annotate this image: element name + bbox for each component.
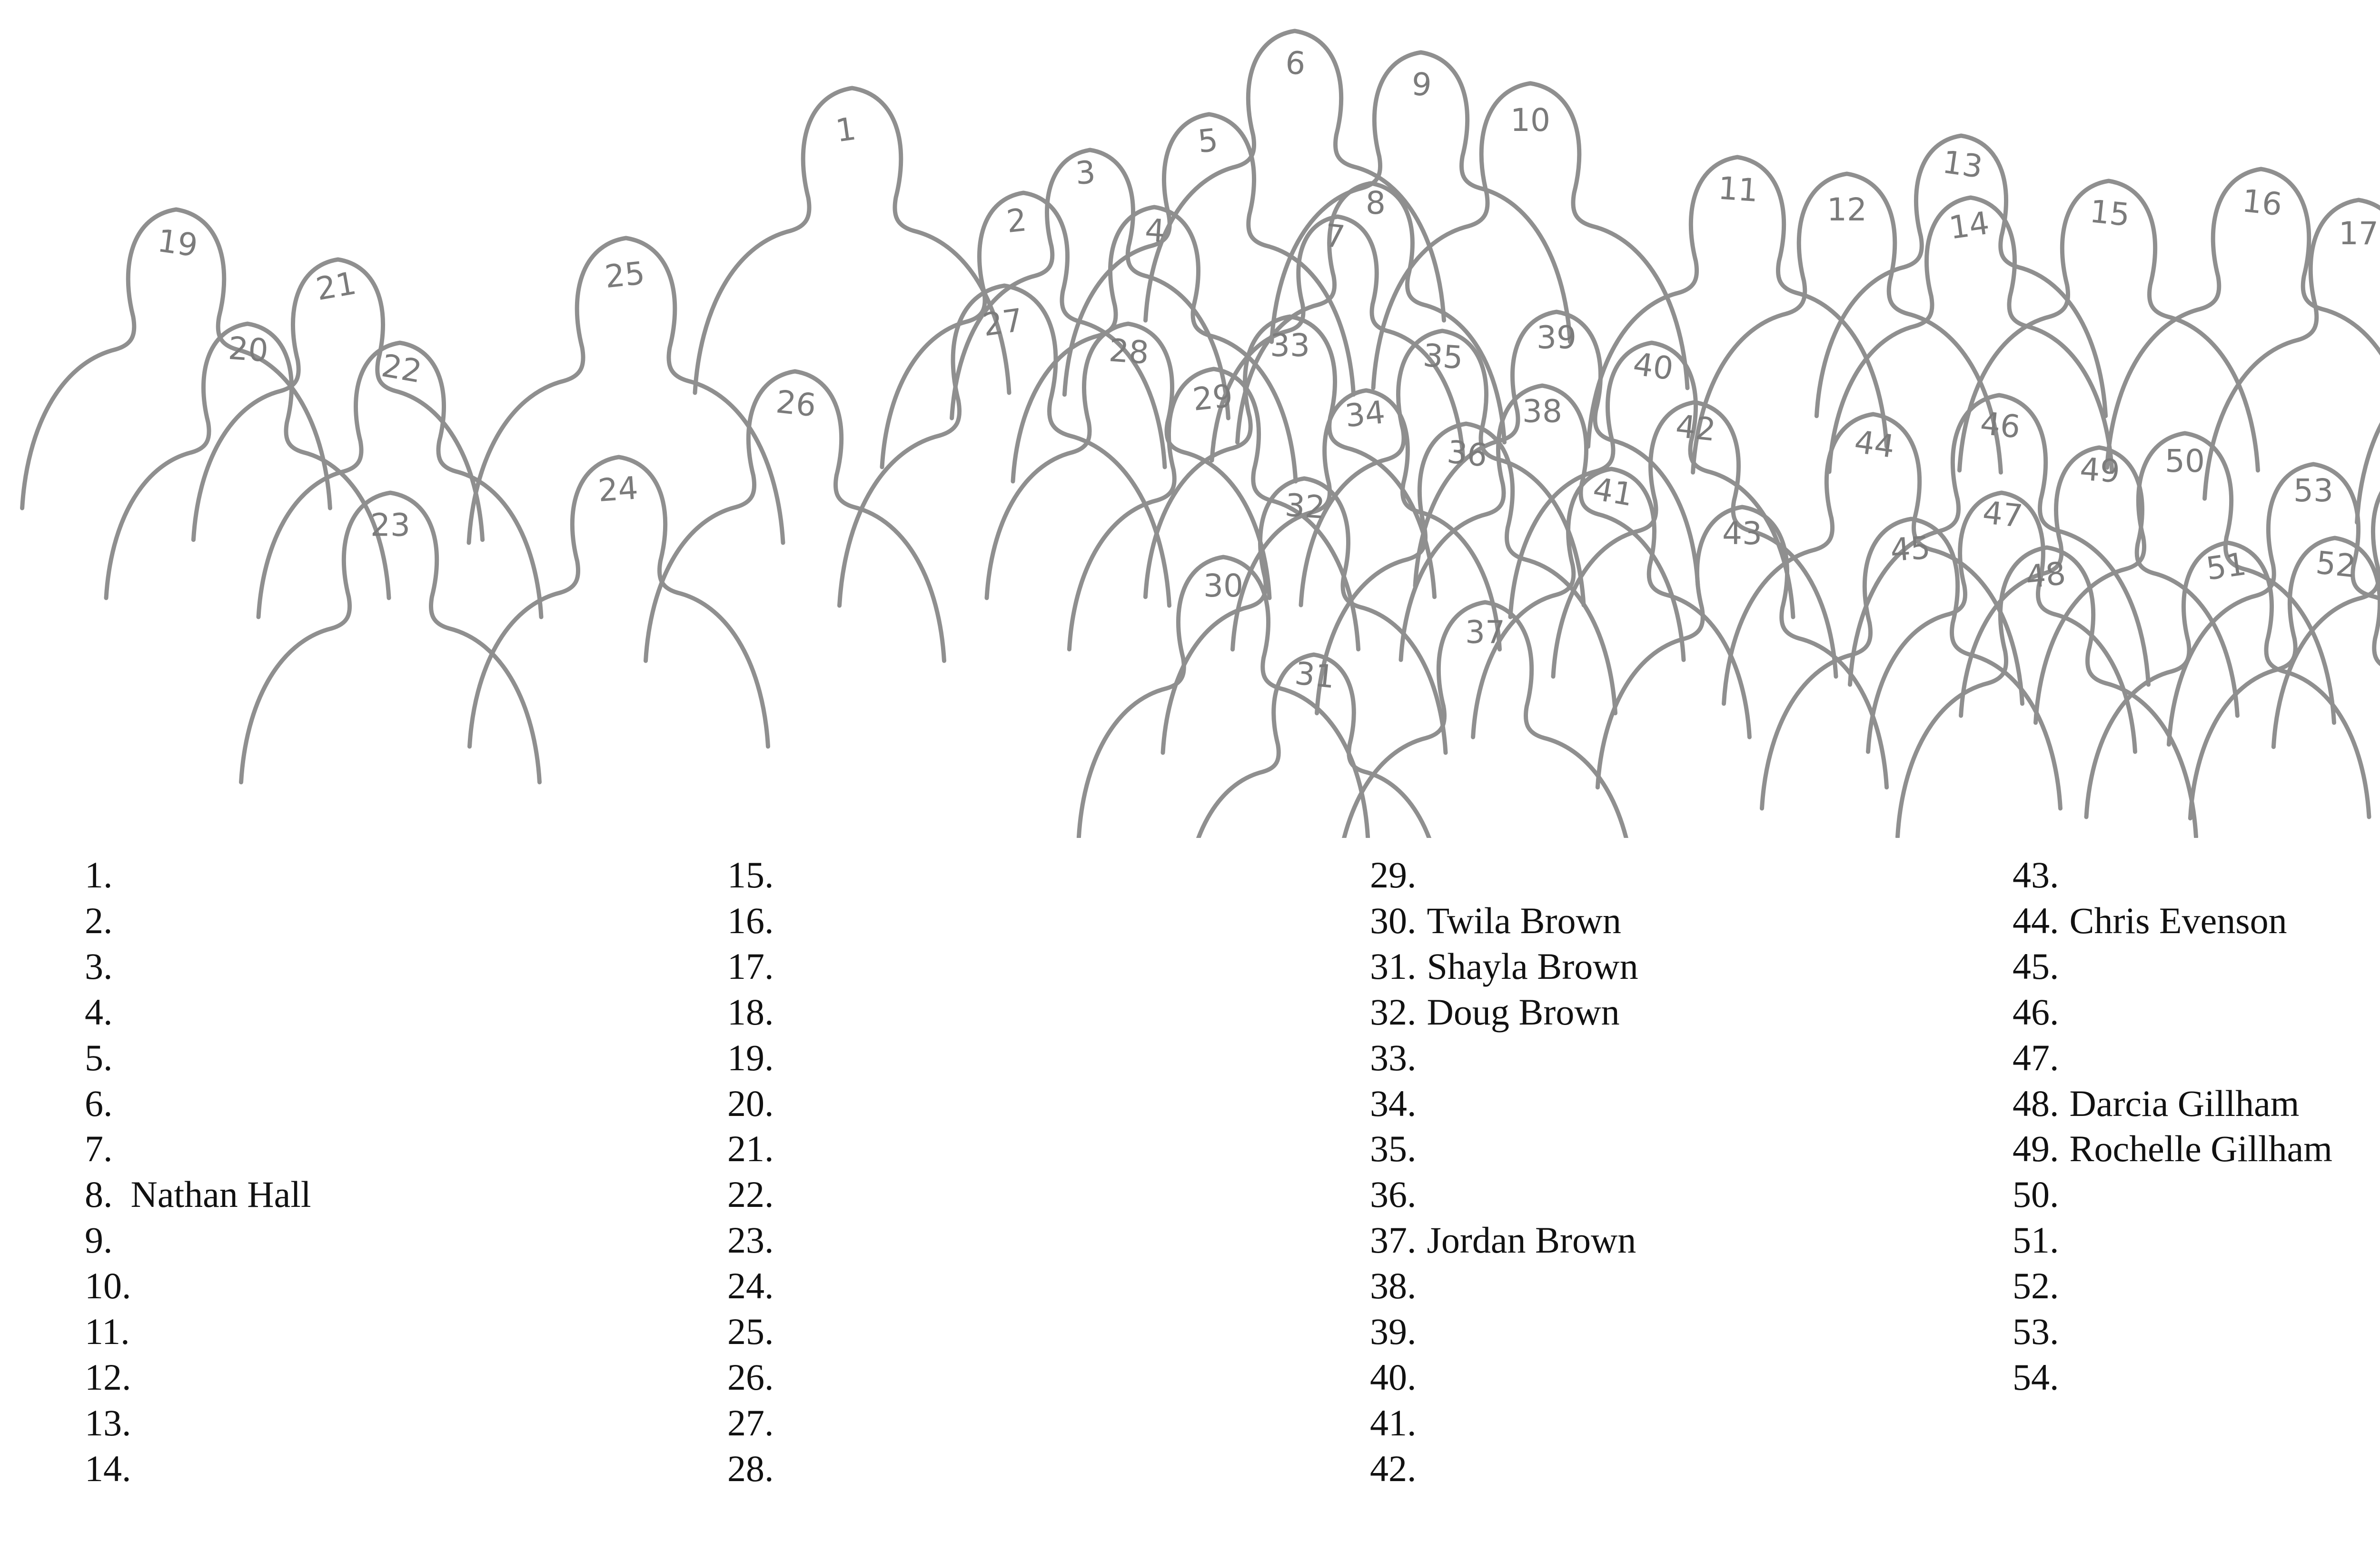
person-number-label: 51 [2203,545,2249,587]
legend-number: 14. [85,1447,131,1489]
legend-number: 45. [2013,945,2059,987]
legend-row [1370,898,1638,944]
legend-number: 52. [2013,1265,2059,1307]
legend-person-name: Jordan Brown [1427,1219,1636,1261]
person-number-label: 21 [313,264,359,308]
legend-row [85,1263,311,1309]
person-number-label: 24 [596,469,640,509]
legend-row [2013,989,2332,1035]
legend-row [2013,1172,2332,1217]
person-number-label: 50 [2165,442,2205,479]
legend-person-name: Nathan Hall [130,1174,311,1215]
person-number-label: 12 [1827,191,1867,228]
person-number-label: 6 [1284,44,1307,82]
legend-number: 39. [1370,1311,1417,1353]
person-number-label: 36 [1445,433,1489,474]
person-number-label: 3 [1074,154,1097,192]
person-number-label: 17 [2339,215,2379,252]
legend-row [727,1126,784,1172]
legend-row [1370,944,1638,989]
person-number-label: 33 [1270,327,1310,364]
legend-row [727,1400,784,1446]
person-number-label: 53 [2293,472,2333,509]
legend-person-name: Shayla Brown [1427,945,1638,987]
legend-number: 19. [727,1036,774,1078]
legend-row [727,1081,784,1126]
person-number-label: 39 [1537,319,1577,356]
legend-number: 13. [85,1402,131,1443]
legend-row [727,989,784,1035]
legend-number: 40. [1370,1356,1417,1398]
legend-number: 21. [727,1128,774,1170]
legend-number: 16. [727,899,774,941]
legend-column-1 [85,852,311,1492]
legend-person-name: Darcia Gillham [2069,1082,2300,1124]
person-number-label: 32 [1283,487,1327,526]
legend-row [2013,898,2332,944]
person-number-label: 35 [1421,337,1465,377]
legend-row [85,898,311,944]
legend-column-4 [2013,852,2332,1400]
legend-row [2013,1263,2332,1309]
legend-row [1370,1400,1638,1446]
person-number-label: 4 [1143,211,1167,250]
person-number-label: 13 [1940,143,1985,186]
person-number-label: 49 [2078,450,2122,490]
person-number-label: 14 [1946,204,1992,247]
legend-number: 44. [2013,899,2059,941]
legend-row [2013,1217,2332,1263]
legend-row [727,1354,784,1400]
legend-number: 18. [727,991,774,1033]
person-number-label: 11 [1716,169,1760,209]
legend-row [85,1035,311,1081]
legend-column-3 [1370,852,1638,1492]
legend-row [1370,1172,1638,1217]
person-number-label: 47 [1981,494,2025,535]
legend-row [727,1263,784,1309]
legend-number: 11. [85,1311,130,1353]
legend-row [85,1309,311,1354]
legend-row [1370,1035,1638,1081]
person-number-label: 1 [833,110,859,149]
person-number-label: 52 [2314,544,2358,585]
person-number-label: 27 [980,301,1025,344]
legend-number: 41. [1370,1402,1417,1443]
legend-number: 37. [1370,1219,1417,1261]
person-number-label: 29 [1190,377,1235,418]
legend-row [1370,1263,1638,1309]
legend-row [1370,989,1638,1035]
legend-row [727,1035,784,1081]
legend-number: 5. [85,1036,113,1078]
legend-number: 1. [85,854,113,896]
legend-row [1370,1354,1638,1400]
person-number-label: 19 [155,222,200,264]
legend-row [85,1400,311,1446]
legend-row [727,1309,784,1354]
legend-number: 38. [1370,1265,1417,1307]
legend-number: 43. [2013,854,2059,896]
legend-row [1370,1217,1638,1263]
legend-row [1370,1446,1638,1492]
legend-number: 31. [1370,945,1417,987]
legend-number: 49. [2013,1128,2059,1170]
legend-number: 35. [1370,1128,1417,1170]
legend-row [727,1172,784,1217]
legend-number: 30. [1370,899,1417,941]
legend-row [2013,1035,2332,1081]
legend-column-2 [727,852,784,1492]
legend-row [85,1126,311,1172]
legend-person-name: Doug Brown [1427,991,1620,1033]
legend-number: 34. [1370,1082,1417,1124]
legend-number: 23. [727,1219,774,1261]
legend-person-name: Twila Brown [1427,899,1621,941]
legend-number: 24. [727,1265,774,1307]
person-number-label: 15 [2088,193,2132,234]
legend-row [727,852,784,898]
person-number-label: 28 [1107,332,1150,371]
legend-number: 12. [85,1356,131,1398]
legend-number: 22. [727,1174,774,1215]
legend-number: 28. [727,1447,774,1489]
legend-row [85,1081,311,1126]
person-number-label: 34 [1343,394,1387,435]
person-number-label: 10 [1510,102,1550,139]
legend-row [85,852,311,898]
person-number-label: 40 [1631,345,1676,388]
legend-person-name: Rochelle Gillham [2069,1128,2332,1170]
person-number-label: 45 [1889,529,1932,569]
legend-row [2013,1081,2332,1126]
legend-number: 10. [85,1265,131,1307]
legend-person-name: Chris Evenson [2069,899,2287,941]
legend-number: 9. [85,1219,113,1261]
legend-number: 48. [2013,1082,2059,1124]
person-number-label: 46 [1978,405,2023,446]
legend-row [85,1217,311,1263]
legend-row [85,989,311,1035]
legend-number: 8. [85,1174,113,1215]
legend-row [1370,1309,1638,1354]
legend-number: 50. [2013,1174,2059,1215]
legend-row [727,944,784,989]
legend-number: 51. [2013,1219,2059,1261]
legend-row [1370,1081,1638,1126]
legend-row [1370,1126,1638,1172]
legend-number: 47. [2013,1036,2059,1078]
legend-number: 53. [2013,1311,2059,1353]
legend-number: 42. [1370,1447,1417,1489]
legend-number: 27. [727,1402,774,1443]
person-number-label: 42 [1674,408,1718,448]
person-number-label: 23 [370,507,410,544]
person-number-label: 20 [227,329,270,369]
legend-row [2013,944,2332,989]
legend-row [85,1172,311,1217]
person-number-label: 22 [378,347,425,390]
person-number-label: 37 [1465,614,1505,651]
legend-row [85,1354,311,1400]
person-number-label: 41 [1590,470,1636,514]
legend-number: 26. [727,1356,774,1398]
legend-number: 17. [727,945,774,987]
legend-row [2013,852,2332,898]
legend-number: 25. [727,1311,774,1353]
legend-number: 2. [85,899,113,941]
legend-number: 4. [85,991,113,1033]
person-number-label: 5 [1196,121,1220,160]
person-number-label: 25 [603,254,647,296]
person-number-label: 30 [1203,567,1243,604]
person-number-label: 7 [1323,217,1347,256]
person-number-label: 43 [1722,515,1762,552]
legend-row [727,898,784,944]
legend-row [85,1446,311,1492]
legend-number: 29. [1370,854,1417,896]
legend-number: 54. [2013,1356,2059,1398]
legend-row [1370,852,1638,898]
person-number-label: 48 [2023,555,2068,596]
legend-row [727,1446,784,1492]
legend-number: 15. [727,854,774,896]
legend-number: 46. [2013,991,2059,1033]
legend-row [2013,1126,2332,1172]
legend-number: 36. [1370,1174,1417,1215]
person-number-label: 9 [1410,65,1433,104]
legend-number: 6. [85,1082,113,1124]
person-number-label: 26 [774,383,818,424]
person-number-label: 38 [1522,393,1562,430]
person-number-label: 16 [2240,182,2284,223]
person-number-label: 44 [1852,423,1897,466]
legend-row [85,944,311,989]
legend-number: 7. [85,1128,113,1170]
legend-number: 3. [85,945,113,987]
person-number-label: 8 [1366,184,1386,221]
name-legend [0,852,2380,1528]
legend-row [2013,1309,2332,1354]
legend-number: 33. [1370,1036,1417,1078]
person-number-label: 31 [1293,655,1337,696]
person-silhouette-18 [2357,224,2380,522]
legend-row [727,1217,784,1263]
legend-row [2013,1354,2332,1400]
legend-number: 32. [1370,991,1417,1033]
legend-number: 20. [727,1082,774,1124]
person-number-label: 2 [1004,201,1029,240]
